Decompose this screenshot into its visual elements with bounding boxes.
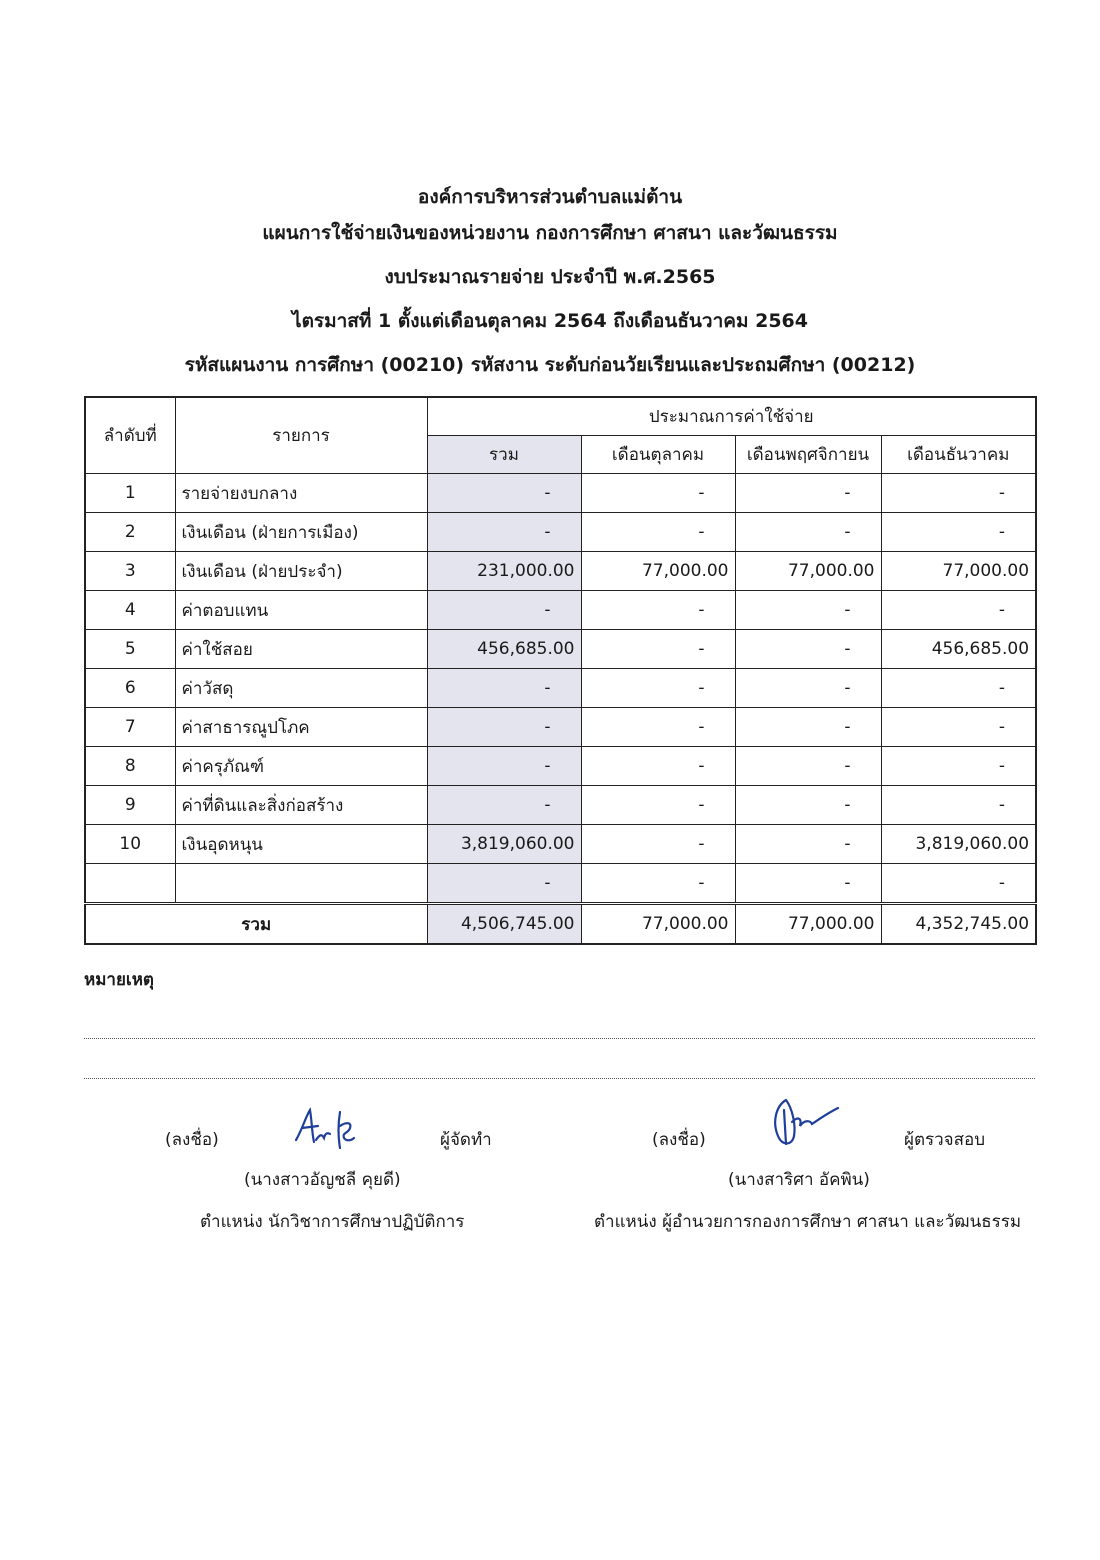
row-number: 9 xyxy=(85,786,175,825)
document-header xyxy=(0,180,1100,392)
row-total: - xyxy=(427,591,581,630)
row-nov: - xyxy=(735,747,881,786)
row-item: ค่าวัสดุ xyxy=(175,669,427,708)
row-nov: - xyxy=(735,864,881,904)
codes-title: รหัสแผนงาน การศึกษา (00210) รหัสงาน ระดับก่อนวัยเรียนและประถมศึกษา (00212) xyxy=(184,354,916,376)
row-item: เงินเดือน (ฝ่ายการเมือง) xyxy=(175,513,427,552)
table-row xyxy=(85,786,1036,825)
right-role: ผู้ตรวจสอบ xyxy=(904,1130,986,1150)
row-dec: - xyxy=(881,591,1036,630)
header-total: รวม xyxy=(427,436,581,474)
total-label: รวม xyxy=(85,904,427,945)
quarter-title: ไตรมาสที่ 1 ตั้งแต่เดือนตุลาคม 2564 ถึงเดือนธันวาคม 2564 xyxy=(292,310,808,332)
row-dec: - xyxy=(881,864,1036,904)
row-number: 5 xyxy=(85,630,175,669)
table-row xyxy=(85,747,1036,786)
row-dec: - xyxy=(881,708,1036,747)
sum-nov: 77,000.00 xyxy=(735,904,881,945)
row-oct: - xyxy=(581,825,735,864)
table-row xyxy=(85,591,1036,630)
row-dec: 3,819,060.00 xyxy=(881,825,1036,864)
row-number xyxy=(85,864,175,904)
row-nov: - xyxy=(735,708,881,747)
row-nov: 77,000.00 xyxy=(735,552,881,591)
row-number: 6 xyxy=(85,669,175,708)
table-row xyxy=(85,669,1036,708)
row-total: 456,685.00 xyxy=(427,630,581,669)
row-oct: - xyxy=(581,630,735,669)
header-estimate: ประมาณการค่าใช้จ่าย xyxy=(427,397,1036,436)
row-dec: 77,000.00 xyxy=(881,552,1036,591)
table-row xyxy=(85,474,1036,513)
row-oct: - xyxy=(581,708,735,747)
row-oct: - xyxy=(581,591,735,630)
table-row xyxy=(85,864,1036,904)
row-dec: - xyxy=(881,474,1036,513)
row-total: - xyxy=(427,513,581,552)
row-item: ค่าตอบแทน xyxy=(175,591,427,630)
org-title: องค์การบริหารส่วนตำบลแม่ต้าน xyxy=(417,186,683,208)
row-item: ค่าสาธารณูปโภค xyxy=(175,708,427,747)
table-row xyxy=(85,708,1036,747)
table-row xyxy=(85,630,1036,669)
header-item: รายการ xyxy=(175,397,427,474)
row-oct: - xyxy=(581,513,735,552)
row-total: 3,819,060.00 xyxy=(427,825,581,864)
left-role: ผู้จัดทำ xyxy=(440,1130,492,1150)
budget-title: งบประมาณรายจ่าย ประจำปี พ.ศ.2565 xyxy=(384,266,716,288)
row-total: 231,000.00 xyxy=(427,552,581,591)
row-dec: - xyxy=(881,669,1036,708)
right-sign-prefix: (ลงชื่อ) xyxy=(652,1130,706,1150)
row-number: 4 xyxy=(85,591,175,630)
remark-label: หมายเหตุ xyxy=(84,970,154,990)
right-signature xyxy=(768,1092,848,1152)
row-dec: - xyxy=(881,786,1036,825)
row-number: 7 xyxy=(85,708,175,747)
left-name: (นางสาวอัญชลี คุยดี) xyxy=(244,1170,401,1190)
row-oct: - xyxy=(581,786,735,825)
row-total: - xyxy=(427,708,581,747)
row-item: ค่าครุภัณฑ์ xyxy=(175,747,427,786)
row-total: - xyxy=(427,474,581,513)
row-number: 3 xyxy=(85,552,175,591)
right-name: (นางสาริศา อัคพิน) xyxy=(728,1170,870,1190)
left-sign-prefix: (ลงชื่อ) xyxy=(165,1130,219,1150)
left-position: ตำแหน่ง นักวิชาการศึกษาปฏิบัติการ xyxy=(200,1212,465,1232)
table-row xyxy=(85,825,1036,864)
header-dec: เดือนธันวาคม xyxy=(881,436,1036,474)
row-nov: - xyxy=(735,630,881,669)
row-oct: - xyxy=(581,474,735,513)
row-nov: - xyxy=(735,669,881,708)
row-total: - xyxy=(427,669,581,708)
row-number: 2 xyxy=(85,513,175,552)
plan-title: แผนการใช้จ่ายเงินของหน่วยงาน กองการศึกษา ศาสนา และวัฒนธรรม xyxy=(262,222,838,244)
row-item: ค่าที่ดินและสิ่งก่อสร้าง xyxy=(175,786,427,825)
row-item: รายจ่ายงบกลาง xyxy=(175,474,427,513)
left-signature xyxy=(292,1104,362,1150)
row-total: - xyxy=(427,786,581,825)
sum-dec: 4,352,745.00 xyxy=(881,904,1036,945)
row-item xyxy=(175,864,427,904)
row-number: 8 xyxy=(85,747,175,786)
row-number: 1 xyxy=(85,474,175,513)
row-item: เงินเดือน (ฝ่ายประจำ) xyxy=(175,552,427,591)
row-nov: - xyxy=(735,591,881,630)
row-dec: - xyxy=(881,513,1036,552)
row-total: - xyxy=(427,864,581,904)
row-oct: - xyxy=(581,669,735,708)
row-item: ค่าใช้สอย xyxy=(175,630,427,669)
remark-line-1 xyxy=(84,1038,1035,1039)
row-number: 10 xyxy=(85,825,175,864)
row-nov: - xyxy=(735,825,881,864)
sum-oct: 77,000.00 xyxy=(581,904,735,945)
total-row xyxy=(85,904,1036,945)
header-no: ลำดับที่ xyxy=(85,397,175,474)
row-nov: - xyxy=(735,786,881,825)
remark-line-2 xyxy=(84,1078,1035,1079)
header-nov: เดือนพฤศจิกายน xyxy=(735,436,881,474)
header-oct: เดือนตุลาคม xyxy=(581,436,735,474)
right-position: ตำแหน่ง ผู้อำนวยการกองการศึกษา ศาสนา และวัฒนธรรม xyxy=(594,1212,1022,1232)
row-oct: 77,000.00 xyxy=(581,552,735,591)
sum-total: 4,506,745.00 xyxy=(427,904,581,945)
row-nov: - xyxy=(735,474,881,513)
row-oct: - xyxy=(581,864,735,904)
budget-table xyxy=(84,396,1037,945)
row-item: เงินอุดหนุน xyxy=(175,825,427,864)
row-dec: 456,685.00 xyxy=(881,630,1036,669)
table-row xyxy=(85,552,1036,591)
row-nov: - xyxy=(735,513,881,552)
row-total: - xyxy=(427,747,581,786)
row-dec: - xyxy=(881,747,1036,786)
table-row xyxy=(85,513,1036,552)
row-oct: - xyxy=(581,747,735,786)
